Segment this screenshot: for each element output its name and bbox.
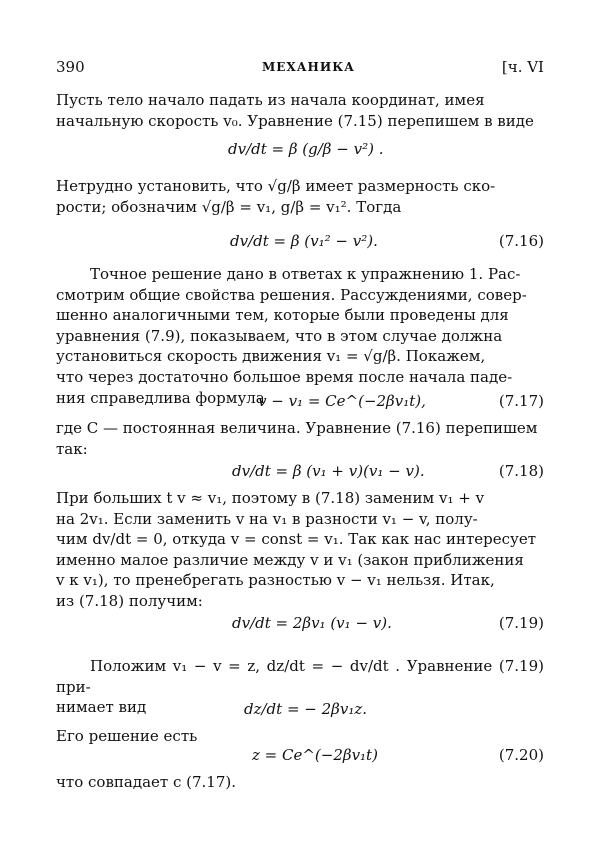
paragraph-2 <box>56 176 544 217</box>
equation-number-7-19: (7.19) <box>498 614 544 632</box>
paragraph-5-line-6: из (7.18) получим: <box>56 591 203 610</box>
paragraph-4-line-2: так: <box>56 439 88 458</box>
paragraph-6-line-1: Положим v₁ − v = z, dz/dt = − dv/dt . Уравнение (7.19) при- <box>56 657 544 696</box>
paragraph-4-line-1: где C — постоянная величина. Уравнение (7.16) перепишем <box>56 419 538 437</box>
paragraph-1-line-2: начальную скорость v₀. Уравнение (7.15) перепишем в виде <box>56 111 534 130</box>
paragraph-1-line-1: Пусть тело начало падать из начала координат, имея <box>56 91 485 109</box>
equation-7-16: dv/dt = β (v₁² − v²). <box>230 232 378 250</box>
paragraph-2-line-1: Нетрудно установить, что √g/β имеет размерность ско- <box>56 177 496 195</box>
paragraph-3-line-1: Точное решение дано в ответах к упражнению 1. Рас- <box>90 265 521 283</box>
equation-7-19: dv/dt = 2βv₁ (v₁ − v). <box>232 614 392 632</box>
paragraph-3-line-2: смотрим общие свойства решения. Рассуждениями, совер- <box>56 285 527 304</box>
equation-7-17: v − v₁ = Ce^(−2βv₁t), <box>258 392 426 410</box>
equation-7-18: dv/dt = β (v₁ + v)(v₁ − v). <box>232 462 425 480</box>
paragraph-6-line-2: нимает вид <box>56 698 147 717</box>
equation-7-20: z = Ce^(−2βv₁t) <box>252 746 378 764</box>
paragraph-7-line-1: Его решение есть <box>56 727 198 745</box>
equation-1: dv/dt = β (g/β − v²) . <box>228 140 384 158</box>
running-title: МЕХАНИКА <box>262 60 355 74</box>
equation-6: dz/dt = − 2βv₁z. <box>244 700 368 718</box>
paragraph-7 <box>56 726 544 747</box>
paragraph-8 <box>56 772 544 793</box>
paragraph-3-line-5: установиться скорость движения v₁ = √g/β. Покажем, <box>56 347 486 366</box>
paragraph-5 <box>56 488 544 612</box>
paragraph-2-line-2: рости; обозначим √g/β = v₁, g/β = v₁². Тогда <box>56 197 402 216</box>
paragraph-5-line-1: При больших t v ≈ v₁, поэтому в (7.18) заменим v₁ + v <box>56 489 485 507</box>
paragraph-5-line-4: именно малое различие между v и v₁ (закон приближения <box>56 550 524 569</box>
chapter-label: [ч. VI <box>501 58 544 76</box>
paragraph-3 <box>56 264 544 408</box>
equation-number-7-20: (7.20) <box>498 746 544 764</box>
equation-number-7-16: (7.16) <box>498 232 544 250</box>
paragraph-3-line-4: уравнения (7.9), показываем, что в этом случае должна <box>56 326 503 345</box>
equation-number-7-18: (7.18) <box>498 462 544 480</box>
paragraph-3-line-3: шенно аналогичными тем, которые были проведены для <box>56 306 509 325</box>
paragraph-8-line-1: что совпадает с (7.17). <box>56 773 236 791</box>
page-number: 390 <box>56 58 85 76</box>
paragraph-5-line-2: на 2v₁. Если заменить v на v₁ в разности v₁ − v, полу- <box>56 509 478 528</box>
paragraph-5-line-3: чим dv/dt = 0, откуда v = const = v₁. Так как нас интересует <box>56 530 537 549</box>
paragraph-3-line-7: ния справедлива формула <box>56 388 265 407</box>
paragraph-1 <box>56 90 544 131</box>
equation-number-7-17: (7.17) <box>498 392 544 410</box>
paragraph-5-line-5: v к v₁), то пренебрегать разностью v − v₁ нельзя. Итак, <box>56 571 495 590</box>
paragraph-4 <box>56 418 544 459</box>
paragraph-3-line-6: что через достаточно большое время после начала паде- <box>56 367 513 386</box>
